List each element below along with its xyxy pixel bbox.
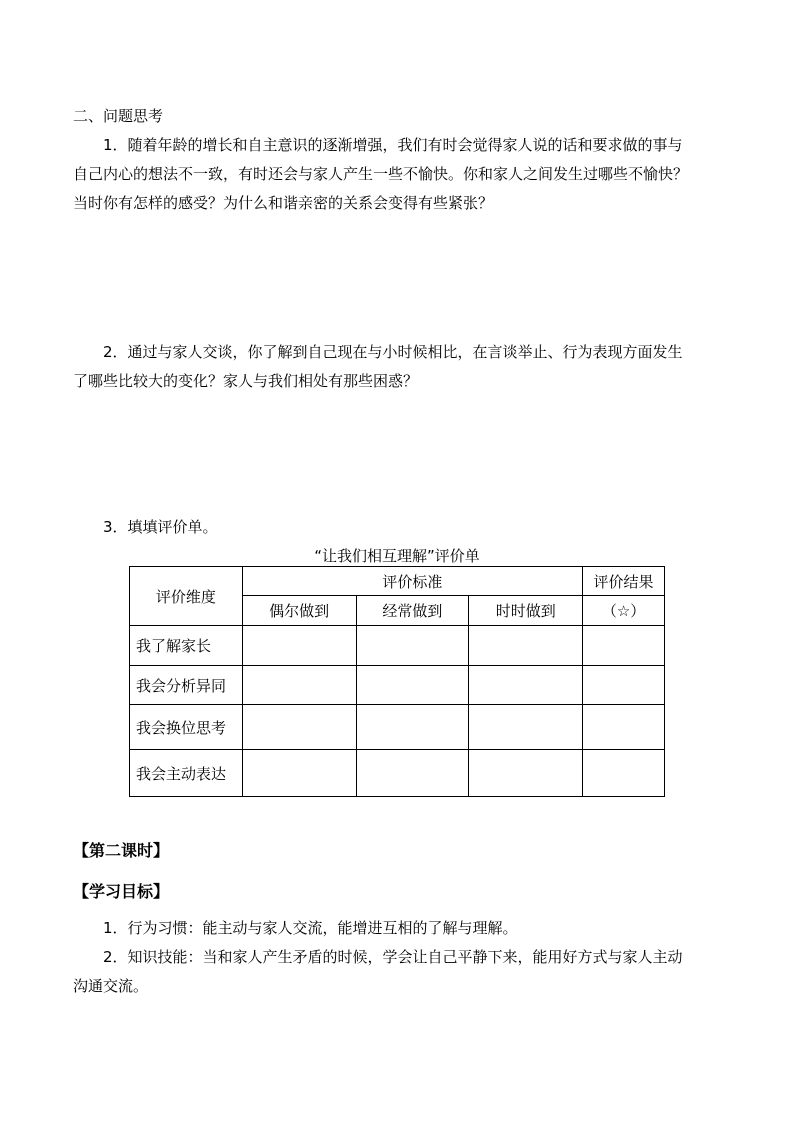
table-cell[interactable]: [242, 705, 356, 750]
table-cell[interactable]: [583, 750, 665, 797]
table-cell[interactable]: [469, 626, 583, 666]
question-1-line-1: 1．随着年龄的增长和自主意识的逐渐增强，我们有时会觉得家人说的话和要求做的事与: [103, 136, 683, 154]
question-3-line-1: 3．填填评价单。: [103, 518, 218, 536]
table-cell[interactable]: [356, 705, 469, 750]
level-always: 时时做到: [469, 596, 583, 626]
table-cell[interactable]: [356, 626, 469, 666]
goal-2-line-1: 2．知识技能：当和家人产生矛盾的时候，学会让自己平静下来，能用好方式与家人主动: [103, 948, 683, 966]
section-heading: 二、问题思考: [73, 107, 164, 125]
table-cell[interactable]: [583, 705, 665, 750]
table-row: [130, 666, 665, 705]
row-label: 我会分析异同: [130, 666, 243, 705]
question-2-line-2: 了哪些比较大的变化？家人与我们相处有那些困惑？: [73, 372, 419, 390]
goals-heading: 【学习目标】: [73, 882, 170, 901]
level-often: 经常做到: [356, 596, 469, 626]
result-sub: （☆）: [583, 596, 665, 626]
table-title: “让我们相互理解”评价单: [314, 547, 480, 565]
table-cell[interactable]: [242, 666, 356, 705]
table-cell[interactable]: [469, 750, 583, 797]
evaluation-table: [129, 566, 665, 797]
dimension-header: 评价维度: [130, 567, 243, 626]
question-1-line-3: 当时你有怎样的感受？为什么和谐亲密的关系会变得有些紧张？: [73, 194, 494, 212]
table-row: [130, 705, 665, 750]
table-cell[interactable]: [583, 666, 665, 705]
row-label: 我会换位思考: [130, 705, 243, 750]
table-cell[interactable]: [242, 626, 356, 666]
question-1-line-2: 自己内心的想法不一致，有时还会与家人产生一些不愉快。你和家人之间发生过哪些不愉快？: [73, 165, 689, 183]
goal-1-line-1: 1．行为习惯：能主动与家人交流，能增进互相的了解与理解。: [103, 919, 518, 937]
row-label: 我会主动表达: [130, 750, 243, 797]
table-row: [130, 750, 665, 797]
table-cell[interactable]: [356, 750, 469, 797]
standard-header: 评价标准: [242, 567, 582, 596]
table-cell[interactable]: [469, 705, 583, 750]
level-occasionally: 偶尔做到: [242, 596, 356, 626]
table-cell[interactable]: [356, 666, 469, 705]
row-label: 我了解家长: [130, 626, 243, 666]
question-2-line-1: 2．通过与家人交谈，你了解到自己现在与小时候相比，在言谈举止、行为表现方面发生: [103, 343, 683, 361]
result-header: 评价结果: [583, 567, 665, 596]
goal-2-line-2: 沟通交流。: [73, 977, 149, 995]
table-cell[interactable]: [469, 666, 583, 705]
table-cell[interactable]: [583, 626, 665, 666]
table-cell[interactable]: [242, 750, 356, 797]
table-row: [130, 626, 665, 666]
lesson-heading: 【第二课时】: [73, 841, 170, 860]
